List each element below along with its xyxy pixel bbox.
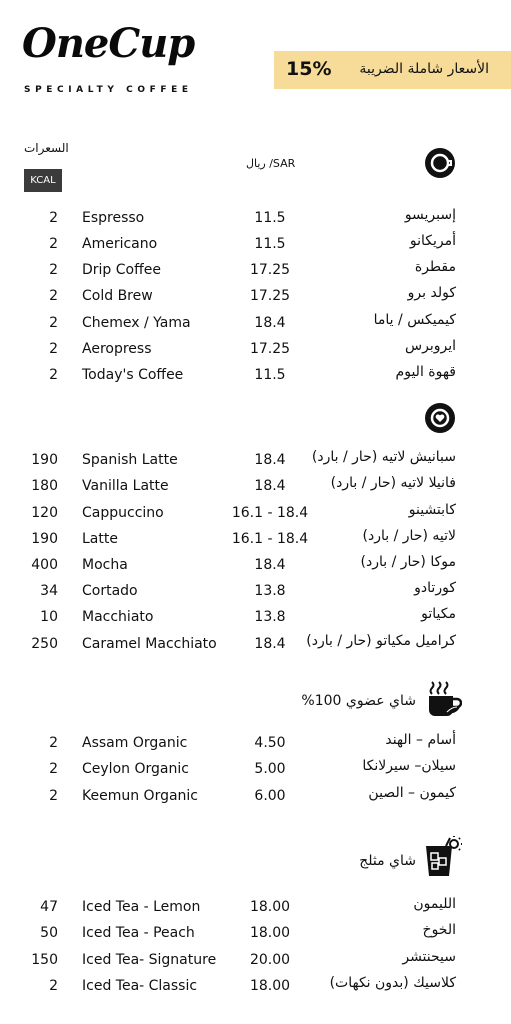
item-price: 6.00 xyxy=(254,788,286,804)
item-calories: 2 xyxy=(49,788,58,804)
item-price: 11.5 xyxy=(254,367,286,383)
price-label: ريال /SAR xyxy=(246,157,296,170)
item-name-ar: كيميكس / ياما xyxy=(373,312,456,328)
item-name-ar: كراميل مكياتو (حار / بارد) xyxy=(306,633,456,649)
heart-cup-icon xyxy=(423,401,457,435)
menu-row xyxy=(0,949,511,976)
item-name-en: Spanish Latte xyxy=(82,452,178,468)
iced-tea-title: شاي مثلج xyxy=(359,853,416,869)
item-calories: 2 xyxy=(49,262,58,278)
item-name-en: Americano xyxy=(82,236,158,252)
item-name-ar: كولد برو xyxy=(407,285,456,301)
item-calories: 2 xyxy=(49,288,58,304)
item-name-en: Mocha xyxy=(82,557,128,573)
item-name-en: Caramel Macchiato xyxy=(82,636,217,652)
item-name-en: Iced Tea- Classic xyxy=(82,978,198,994)
menu-row xyxy=(0,922,511,949)
item-calories: 47 xyxy=(40,899,58,915)
iced-tea-icon xyxy=(424,836,462,878)
menu-row xyxy=(0,449,511,476)
organic-tea-title: شاي عضوي 100% xyxy=(301,693,416,709)
item-name-en: Latte xyxy=(82,531,118,547)
item-calories: 190 xyxy=(31,531,58,547)
menu-row xyxy=(0,758,511,785)
item-name-en: Cappuccino xyxy=(82,505,164,521)
item-price: 18.4 xyxy=(254,315,286,331)
tax-note: الأسعار شاملة الضريبة xyxy=(359,61,489,77)
item-name-ar: سيحنتشر xyxy=(402,949,456,965)
item-price: 18.00 xyxy=(249,899,291,915)
menu-row xyxy=(0,207,511,234)
item-price: 18.4 xyxy=(254,636,286,652)
menu-row xyxy=(0,606,511,633)
menu-row xyxy=(0,732,511,759)
item-name-ar: سبانيش لاتيه (حار / بارد) xyxy=(311,449,456,465)
item-name-en: Chemex / Yama xyxy=(82,315,191,331)
item-price: 20.00 xyxy=(249,952,291,968)
item-price: 13.8 xyxy=(254,609,286,625)
item-name-ar: مقطرة xyxy=(414,259,456,275)
item-calories: 50 xyxy=(40,925,58,941)
item-price: 18.00 xyxy=(249,978,291,994)
item-name-ar: مكياتو xyxy=(421,606,456,622)
item-name-ar: كلاسيك (بدون نكهات) xyxy=(329,975,456,991)
item-name-en: Drip Coffee xyxy=(82,262,161,278)
menu-row xyxy=(0,259,511,286)
item-name-ar: ايروبرس xyxy=(405,338,456,354)
item-name-ar: كابتشينو xyxy=(408,502,456,518)
item-name-en: Iced Tea - Peach xyxy=(82,925,195,941)
menu-row xyxy=(0,975,511,1002)
item-name-en: Aeropress xyxy=(82,341,152,357)
hot-tea-icon xyxy=(426,680,462,720)
item-price: 11.5 xyxy=(254,236,286,252)
item-name-ar: إسبريسو xyxy=(404,207,456,223)
menu-row xyxy=(0,502,511,529)
menu-row xyxy=(0,633,511,660)
item-price: 18.4 xyxy=(254,452,286,468)
item-name-ar: أسام – الهند xyxy=(385,732,456,748)
menu-row xyxy=(0,233,511,260)
item-name-en: Assam Organic xyxy=(82,735,188,751)
item-name-en: Iced Tea- Signature xyxy=(82,952,217,968)
item-calories: 120 xyxy=(31,505,58,521)
item-name-ar: كورتادو xyxy=(414,580,456,596)
menu-row xyxy=(0,896,511,923)
item-name-ar: سيلان– سيرلانكا xyxy=(362,758,456,774)
item-name-ar: كيمون – الصين xyxy=(368,785,456,801)
item-name-ar: فانيلا لاتيه (حار / بارد) xyxy=(330,475,456,491)
item-calories: 2 xyxy=(49,341,58,357)
item-price: 4.50 xyxy=(254,735,286,751)
item-price: 17.25 xyxy=(249,262,291,278)
item-name-ar: قهوة اليوم xyxy=(395,364,456,380)
item-calories: 2 xyxy=(49,315,58,331)
item-name-en: Macchiato xyxy=(82,609,154,625)
item-name-en: Cortado xyxy=(82,583,138,599)
item-name-en: Keemun Organic xyxy=(82,788,198,804)
item-price: 17.25 xyxy=(249,288,291,304)
item-name-en: Espresso xyxy=(82,210,145,226)
item-name-en: Iced Tea - Lemon xyxy=(82,899,201,915)
item-calories: 10 xyxy=(40,609,58,625)
item-name-ar: موكا (حار / بارد) xyxy=(360,554,456,570)
menu-row xyxy=(0,785,511,812)
menu-row xyxy=(0,338,511,365)
item-calories: 2 xyxy=(49,236,58,252)
tax-percent: 15% xyxy=(286,58,332,80)
item-calories: 250 xyxy=(31,636,58,652)
brand-tagline: SPECIALTY COFFEE xyxy=(24,85,193,95)
item-price: 18.4 xyxy=(254,478,286,494)
item-name-en: Today's Coffee xyxy=(82,367,184,383)
menu-row xyxy=(0,285,511,312)
kcal-badge: KCAL xyxy=(24,169,62,192)
item-calories: 150 xyxy=(31,952,58,968)
menu-row xyxy=(0,528,511,555)
item-calories: 2 xyxy=(49,210,58,226)
menu-row xyxy=(0,475,511,502)
item-price: 11.5 xyxy=(254,210,286,226)
item-name-en: Ceylon Organic xyxy=(82,761,189,777)
item-name-ar: الليمون xyxy=(413,896,456,912)
menu-row xyxy=(0,312,511,339)
calories-label: السعرات xyxy=(24,141,69,155)
item-price: 16.1 - 18.4 xyxy=(231,505,309,521)
item-price: 18.4 xyxy=(254,557,286,573)
item-price: 5.00 xyxy=(254,761,286,777)
item-calories: 190 xyxy=(31,452,58,468)
coffee-cup-icon xyxy=(423,146,457,180)
tax-banner xyxy=(274,51,511,89)
menu-row xyxy=(0,554,511,581)
item-name-en: Vanilla Latte xyxy=(82,478,169,494)
item-name-en: Cold Brew xyxy=(82,288,153,304)
item-calories: 2 xyxy=(49,367,58,383)
item-price: 18.00 xyxy=(249,925,291,941)
menu-row xyxy=(0,580,511,607)
item-price: 13.8 xyxy=(254,583,286,599)
item-calories: 2 xyxy=(49,761,58,777)
item-price: 17.25 xyxy=(249,341,291,357)
item-name-ar: الخوخ xyxy=(422,922,456,938)
item-calories: 2 xyxy=(49,978,58,994)
item-price: 16.1 - 18.4 xyxy=(231,531,309,547)
item-calories: 180 xyxy=(31,478,58,494)
item-name-ar: أمريكانو xyxy=(409,233,456,249)
item-calories: 2 xyxy=(49,735,58,751)
menu-row xyxy=(0,364,511,391)
item-name-ar: لاتيه (حار / بارد) xyxy=(362,528,456,544)
item-calories: 34 xyxy=(40,583,58,599)
brand-logo: OneCup xyxy=(22,20,195,67)
item-calories: 400 xyxy=(31,557,58,573)
